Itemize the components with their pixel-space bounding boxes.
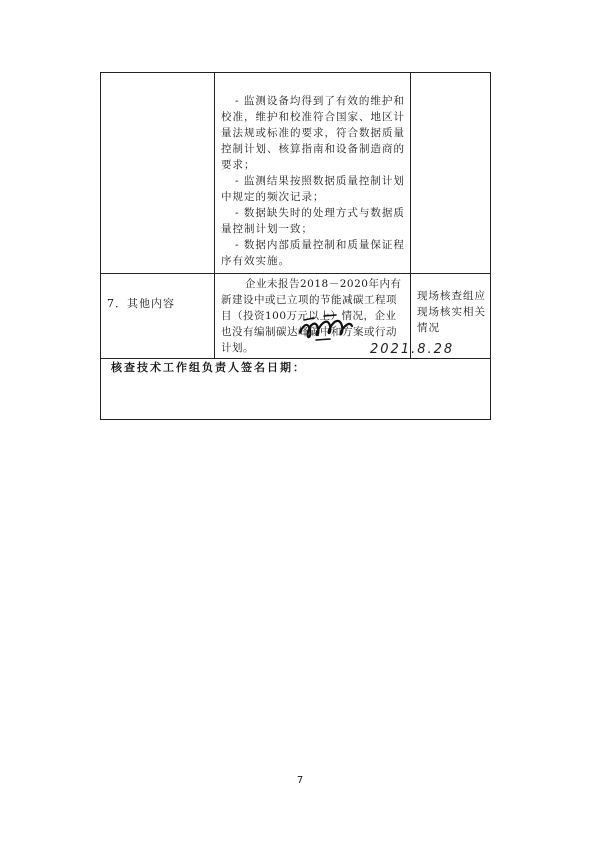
signature-date: 2021.8.28 bbox=[370, 342, 455, 357]
table-row-signature bbox=[101, 359, 491, 420]
requirements-cell bbox=[215, 73, 411, 274]
item7-label-cell bbox=[101, 274, 215, 359]
item7-note: 现场核查组应现场核实相关情况 bbox=[417, 290, 486, 334]
table-cell-blank bbox=[101, 73, 215, 274]
item7-label: 7．其他内容 bbox=[107, 297, 175, 310]
handwritten-signature bbox=[296, 312, 356, 344]
table-row-requirements bbox=[101, 73, 491, 274]
signature-label: 核查技术工作组负责人签名日期： bbox=[111, 361, 306, 374]
requirement-item: - 数据内部质量控制和质量保证程序有效实施。 bbox=[221, 239, 405, 267]
page-number: 7 bbox=[296, 775, 304, 786]
table-cell-blank bbox=[411, 73, 491, 274]
verification-table bbox=[100, 72, 491, 420]
requirement-item: - 监测设备均得到了有效的维护和校准，维护和校准符合国家、地区计量法规或标准的要求，符合数据质量控制计划、核算指南和设备制造商的要求； bbox=[221, 95, 405, 171]
requirement-item: - 监测结果按照数据质量控制计划中规定的频次记录； bbox=[221, 175, 405, 203]
signature-cell bbox=[101, 359, 491, 420]
requirement-item: - 数据缺失时的处理方式与数据质量控制计划一致； bbox=[221, 207, 405, 235]
item7-content: 企业未报告2018－2020年内有新建设中或已立项的节能减碳工程项目（投资100万元以上）情况，企业也没有编制碳达峰碳中和方案或行动计划。 bbox=[221, 278, 402, 354]
